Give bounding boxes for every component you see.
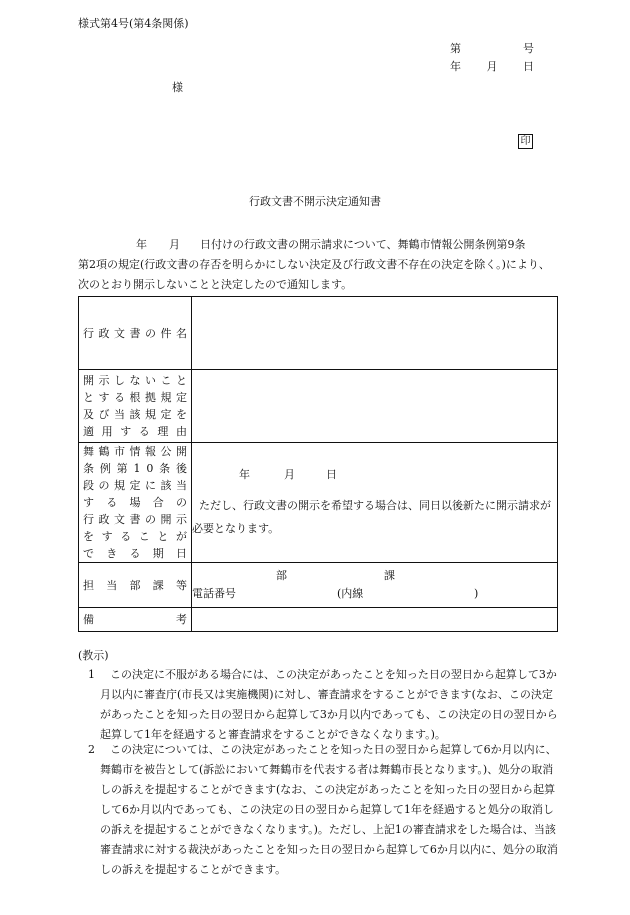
label-line: 適 用 す る 理 由 <box>83 425 187 438</box>
disclosure-year: 年 <box>239 467 250 481</box>
row-nondisclosure-reason <box>79 370 558 443</box>
issue-date-line <box>450 58 534 74</box>
notes-heading: (教示) <box>78 649 109 662</box>
value-nondisclosure-reason <box>192 370 558 443</box>
value-remarks <box>192 608 558 632</box>
disclosure-note: ただし、行政文書の開示を希望する場合は、同日以後新たに開示請求が必要となります。 <box>192 498 551 535</box>
intro-year: 年 <box>136 238 147 251</box>
extension-close: ) <box>474 587 479 600</box>
disclosure-date-blank <box>192 466 557 482</box>
number-prefix: 第 <box>450 42 461 55</box>
label-line: 条 例 第 1 0 条 後 <box>83 462 187 475</box>
label-line: 及 び 当 該 規 定 を <box>83 408 187 421</box>
label-line: 段 の 規 定 に 該 当 <box>83 479 187 492</box>
number-suffix: 号 <box>523 42 534 55</box>
value-disclosure-date <box>192 443 558 563</box>
date-day: 日 <box>523 60 534 73</box>
label-line: 開 示 し な い こ と <box>83 374 187 387</box>
phone-label: 電話番号 <box>192 587 236 600</box>
label-line: と す る 根 拠 規 定 <box>83 391 187 404</box>
label-disclosure-date <box>79 443 192 563</box>
label-department <box>79 563 192 608</box>
label-line: す る 場 合 の <box>83 496 187 509</box>
intro-month: 月 <box>169 238 180 251</box>
note-text: この決定に不服がある場合には、この決定があったことを知った日の翌日から起算して3か月以内に審査庁(市長又は実施機関)に対し、審査請求をすることができます(なお、この決定があったことを知った日の翌日から起算して3か月以内であっても、この決定の日の翌日から起算して1年を経過すると審査請求をすることができなくなります。)。 <box>100 668 558 741</box>
label-line: を す る こ と が <box>83 530 187 543</box>
dept-unit: 部 <box>276 569 287 582</box>
seal-mark: 印 <box>518 134 533 149</box>
intro-text-line1: 日付けの行政文書の開示請求について、舞鶴市情報公開条例第9条 <box>200 238 526 251</box>
intro-paragraph <box>78 235 558 295</box>
row-remarks <box>79 608 558 632</box>
form-label: 様式第4号(第4条関係) <box>78 17 189 30</box>
label-nondisclosure-reason <box>79 370 192 443</box>
document-title: 行政文書不開示決定通知書 <box>249 195 381 208</box>
row-document-name <box>79 297 558 370</box>
value-department <box>192 563 558 608</box>
extension-open: (内線 <box>337 587 364 600</box>
value-document-name <box>192 297 558 370</box>
label-line: 備 考 <box>83 613 187 626</box>
label-line: 行 政 文 書 の 件 名 <box>83 326 187 340</box>
label-line: で き る 期 日 <box>83 547 187 560</box>
label-line: 行 政 文 書 の 開 示 <box>83 513 187 526</box>
note-text: この決定については、この決定があったことを知った日の翌日から起算して6か月以内に、舞鶴市を被告として(訴訟において舞鶴市を代表する者は舞鶴市長となります。)、処分の取消しの訴えを提起することができます(なお、この決定があったことを知った日の翌日から起算して6か月以内であっても、この決定の日の翌日から起算して1年を経過すると処分の取消しの訴えを提起することができなくなります。)。ただし、上記1の審査請求をした場合は、当該審査請求に対する裁決があったことを知った日の翌日から起算して6か月以内に、処分の取消しの訴えを提起することができます。 <box>100 743 558 876</box>
note-number: 1 <box>88 668 95 681</box>
notice-table <box>78 296 558 632</box>
date-month: 月 <box>486 60 498 73</box>
section-unit: 課 <box>384 569 395 582</box>
note-item <box>88 740 560 880</box>
row-department <box>79 563 558 608</box>
note-number: 2 <box>88 743 95 756</box>
row-disclosure-date <box>79 443 558 563</box>
addressee: 様 <box>172 81 183 94</box>
document-number-line <box>450 40 534 56</box>
disclosure-day: 日 <box>326 467 337 481</box>
label-remarks <box>79 608 192 632</box>
label-line: 舞 鶴 市 情 報 公 開 <box>83 445 187 458</box>
label-line: 担 当 部 課 等 <box>83 578 187 592</box>
note-item <box>88 665 560 745</box>
disclosure-month: 月 <box>284 467 295 481</box>
date-year: 年 <box>450 60 461 73</box>
intro-text-rest: 第2項の規定(行政文書の存否を明らかにしない決定及び行政文書不存在の決定を除く。)により、次のとおり開示しないことと決定したので通知します。 <box>78 258 550 291</box>
label-document-name <box>79 297 192 370</box>
